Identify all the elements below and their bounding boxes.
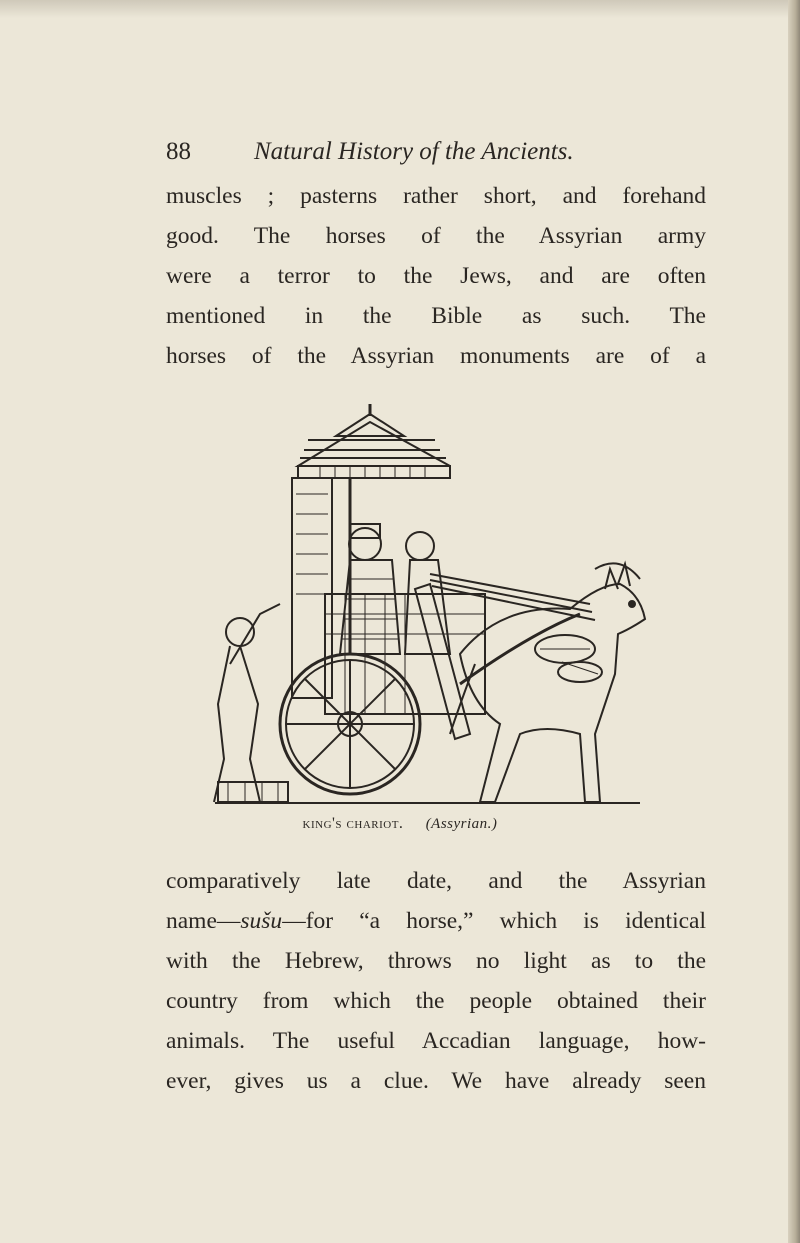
text-fragment: name— [166, 908, 241, 934]
caption-title: king's chariot. [302, 815, 404, 832]
text-line: were a terror to the Jews, and are often [166, 263, 706, 289]
caption-attribution: (Assyrian.) [425, 816, 498, 832]
text-fragment: —for “a horse,” which is identical [282, 908, 706, 934]
reins [430, 574, 590, 604]
parasol-top [336, 414, 404, 436]
paragraph-bottom [166, 861, 706, 1101]
horse-body [460, 584, 645, 802]
running-title: Natural History of the Ancients. [254, 138, 574, 165]
text-line: horses of the Assyrian monuments are of a [166, 343, 706, 369]
page-header [166, 138, 726, 174]
parasol-fringe [298, 466, 450, 478]
paragraph-top [166, 176, 706, 376]
text-line: with the Hebrew, throws no light as to the [166, 948, 706, 974]
horse-head-crest [595, 563, 640, 579]
foreign-word: sušu [240, 908, 283, 934]
chariot-illustration [200, 404, 660, 806]
driver-head [406, 532, 434, 560]
text-line: animals. The useful Accadian language, how- [166, 1028, 706, 1054]
horse-eye [629, 601, 635, 607]
text-line [166, 901, 706, 941]
text-line: comparatively late date, and the Assyrian [166, 868, 706, 894]
servant-body [214, 646, 260, 802]
text-line: good. The horses of the Assyrian army [166, 223, 706, 249]
king-head [349, 528, 381, 560]
parasol-canopy [298, 422, 450, 466]
chariot-engraving [200, 404, 660, 806]
text-line: muscles ; pasterns rather short, and forehand [166, 183, 706, 209]
page-number: 88 [166, 138, 191, 165]
figure-caption [0, 815, 800, 833]
page-edge [788, 0, 800, 1243]
text-line: ever, gives us a clue. We have already seen [166, 1068, 706, 1094]
text-line: country from which the people obtained their [166, 988, 706, 1014]
text-line: mentioned in the Bible as such. The [166, 303, 706, 329]
page-top-shadow [0, 0, 800, 18]
